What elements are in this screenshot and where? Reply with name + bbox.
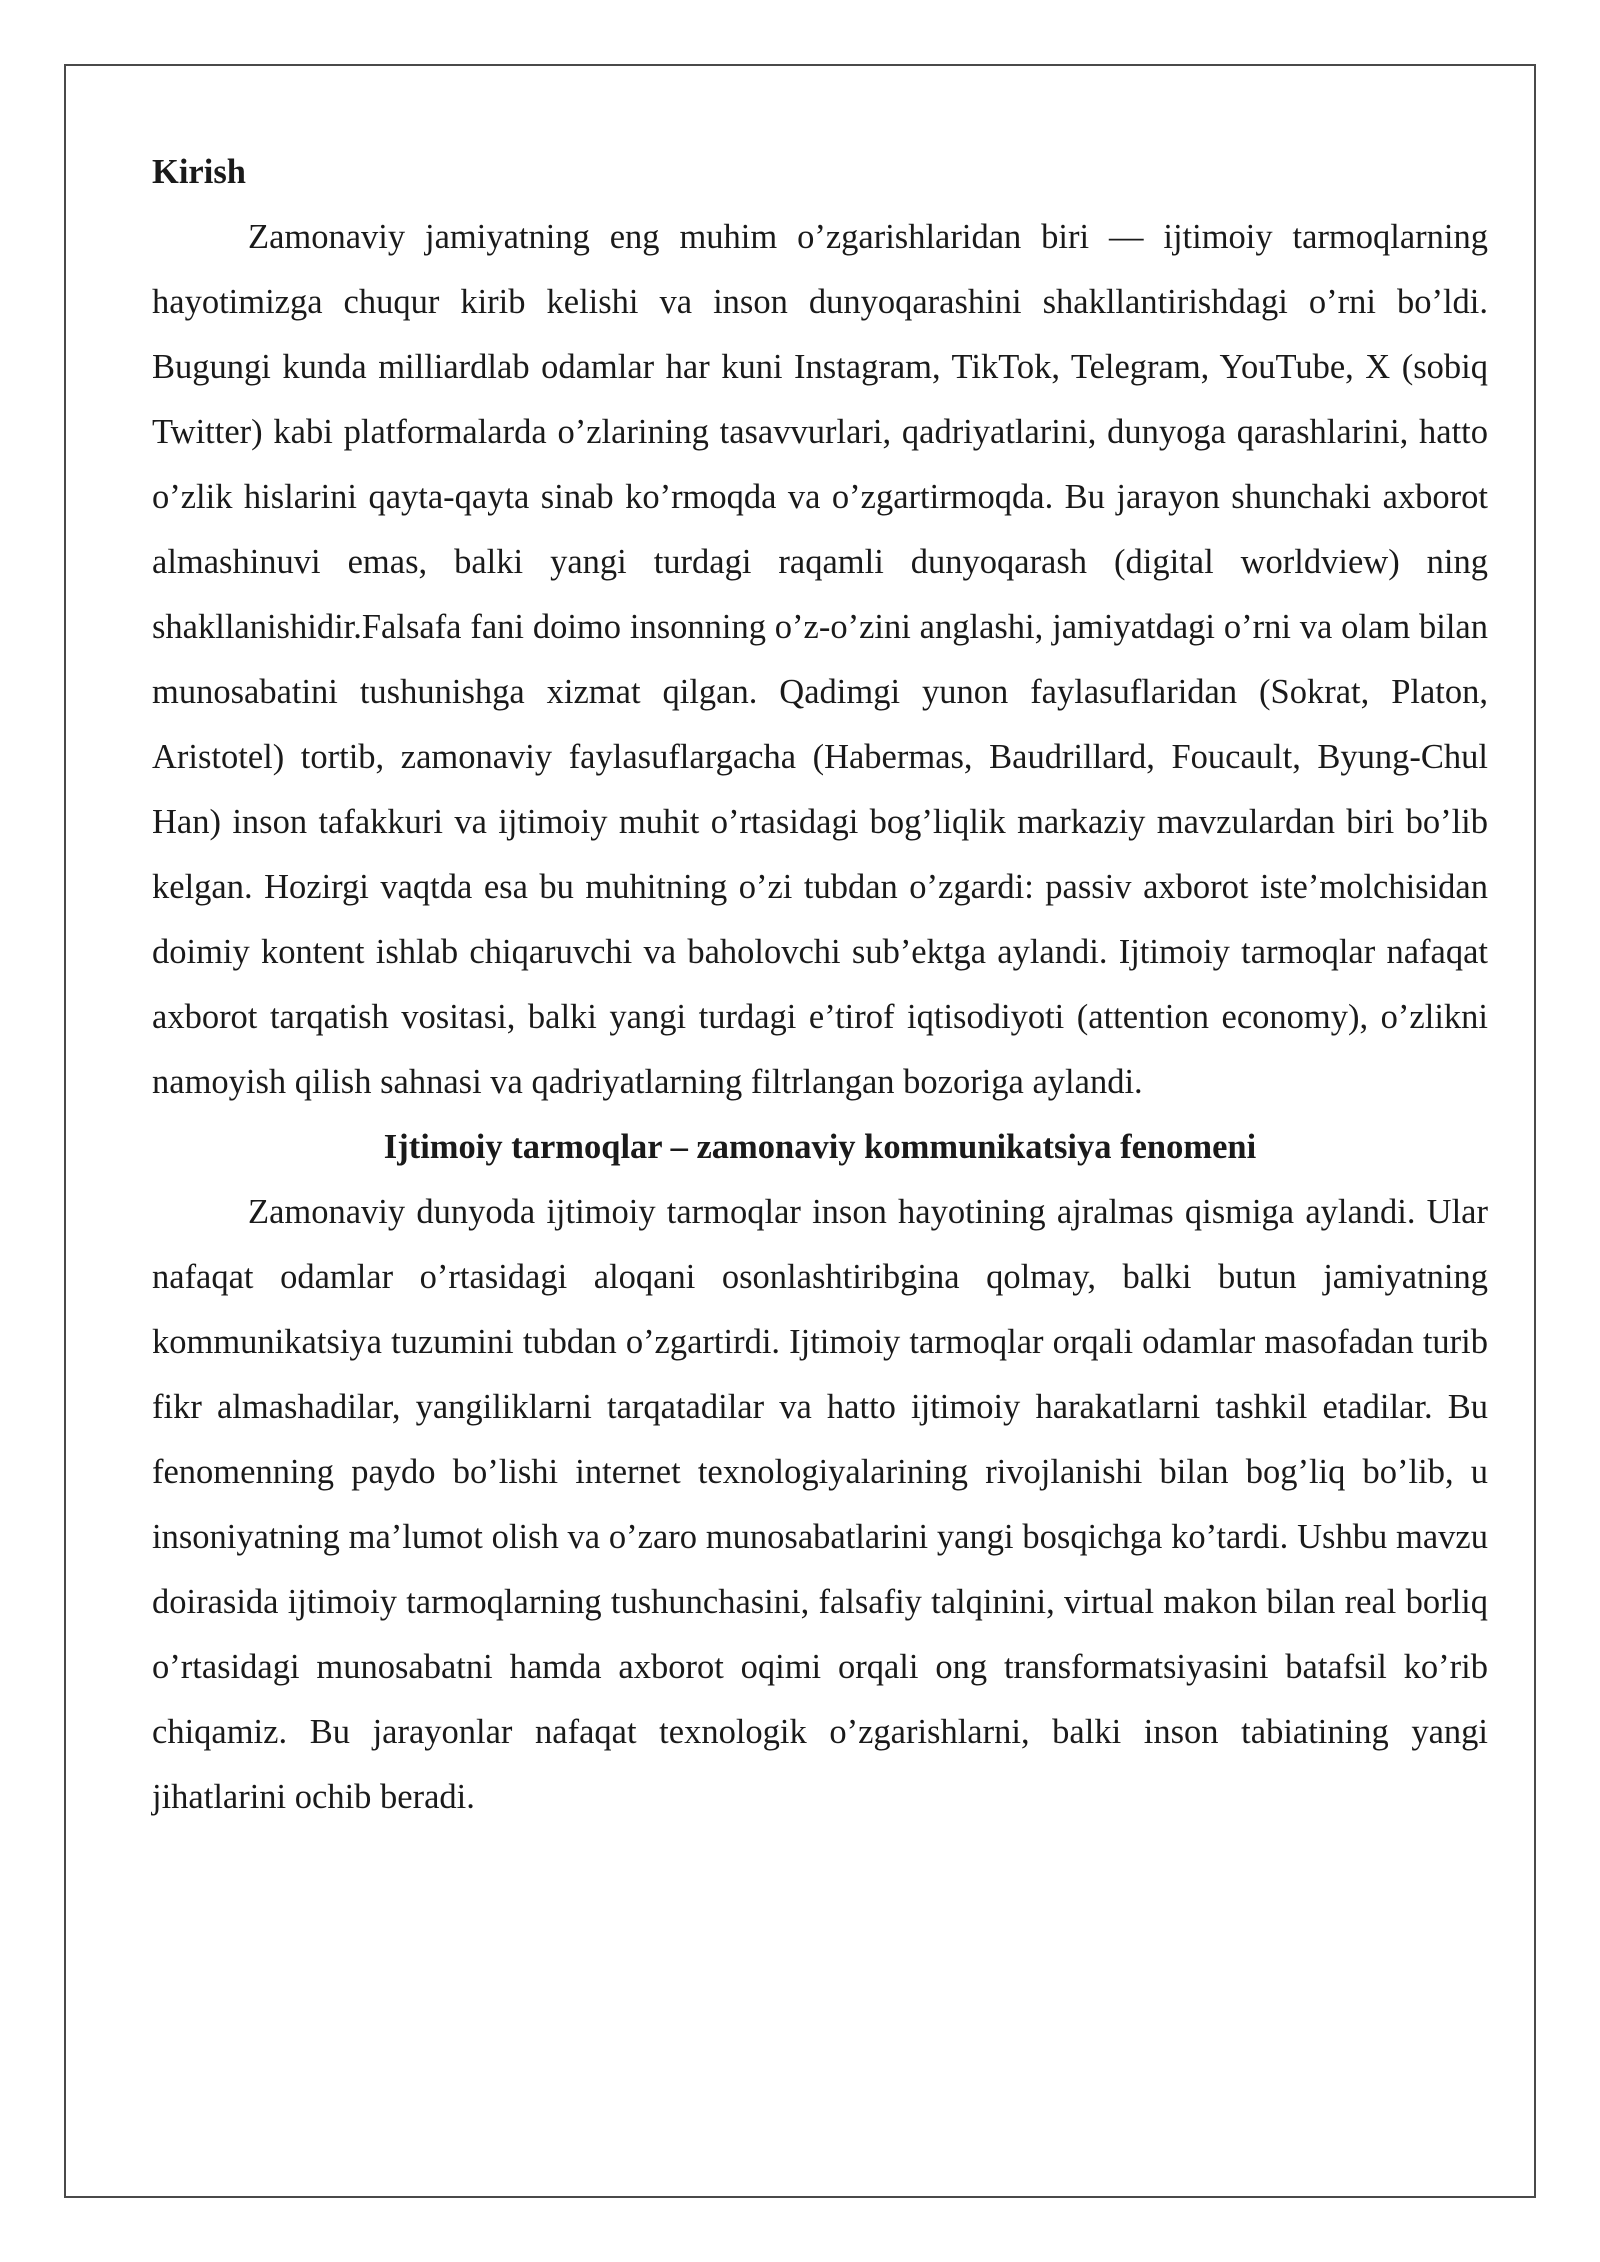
document-body [152, 140, 1488, 1830]
intro-paragraph: Zamonaviy jamiyatning eng muhim o’zgarishlaridan biri — ijtimoiy tarmoqlarning hayotimizga chuqur kirib kelishi va inson dunyoqarashini shakllantirishdagi o’rni bo’ldi. Bugungi kunda milliardlab odamlar har kuni Instagram, TikTok, Telegram, YouTube, X (sobiq Twitter) kabi platformalarda o’zlarining tasavvurlari, qadriyatlarini, dunyoga qarashlarini, hatto o’zlik hislarini qayta-qayta sinab ko’rmoqda va o’zgartirmoqda. Bu jarayon shunchaki axborot almashinuvi emas, balki yangi turdagi raqamli dunyoqarash (digital worldview) ning shakllanishidir.Falsafa fani doimo insonning o’z-o’zini anglashi, jamiyatdagi o’rni va olam bilan munosabatini tushunishga xizmat qilgan. Qadimgi yunon faylasuflaridan (Sokrat, Platon, Aristotel) tortib, zamonaviy faylasuflargacha (Habermas, Baudrillard, Foucault, Byung-Chul Han) inson tafakkuri va ijtimoiy muhit o’rtasidagi bog’liqlik markaziy mavzulardan biri bo’lib kelgan. Hozirgi vaqtda esa bu muhitning o’zi tubdan o’zgardi: passiv axborot iste’molchisidan doimiy kontent ishlab chiqaruvchi va baholovchi sub’ektga aylandi. Ijtimoiy tarmoqlar nafaqat axborot tarqatish vositasi, balki yangi turdagi e’tirof iqtisodiyoti (attention economy), o’zlikni namoyish qilish sahnasi va qadriyatlarning filtrlangan bozoriga aylandi. [152, 218, 1488, 1101]
intro-heading: Kirish [152, 153, 246, 191]
section-paragraph: Zamonaviy dunyoda ijtimoiy tarmoqlar inson hayotining ajralmas qismiga aylandi. Ular nafaqat odamlar o’rtasidagi aloqani osonlashtiribgina qolmay, balki butun jamiyatning kommunikatsiya tuzumini tubdan o’zgartirdi. Ijtimoiy tarmoqlar orqali odamlar masofadan turib fikr almashadilar, yangiliklarni tarqatadilar va hatto ijtimoiy harakatlarni tashkil etadilar. Bu fenomenning paydo bo’lishi internet texnologiyalarining rivojlanishi bilan bog’liq bo’lib, u insoniyatning ma’lumot olish va o’zaro munosabatlarini yangi bosqichga ko’tardi. Ushbu mavzu doirasida ijtimoiy tarmoqlarning tushunchasini, falsafiy talqinini, virtual makon bilan real borliq o’rtasidagi munosabatni hamda axborot oqimi orqali ong transformatsiyasini batafsil ko’rib chiqamiz. Bu jarayonlar nafaqat texnologik o’zgarishlarni, balki inson tabiatining yangi jihatlarini ochib beradi. [152, 1193, 1488, 1816]
section-heading: Ijtimoiy tarmoqlar – zamonaviy kommunikatsiya fenomeni [383, 1128, 1257, 1166]
